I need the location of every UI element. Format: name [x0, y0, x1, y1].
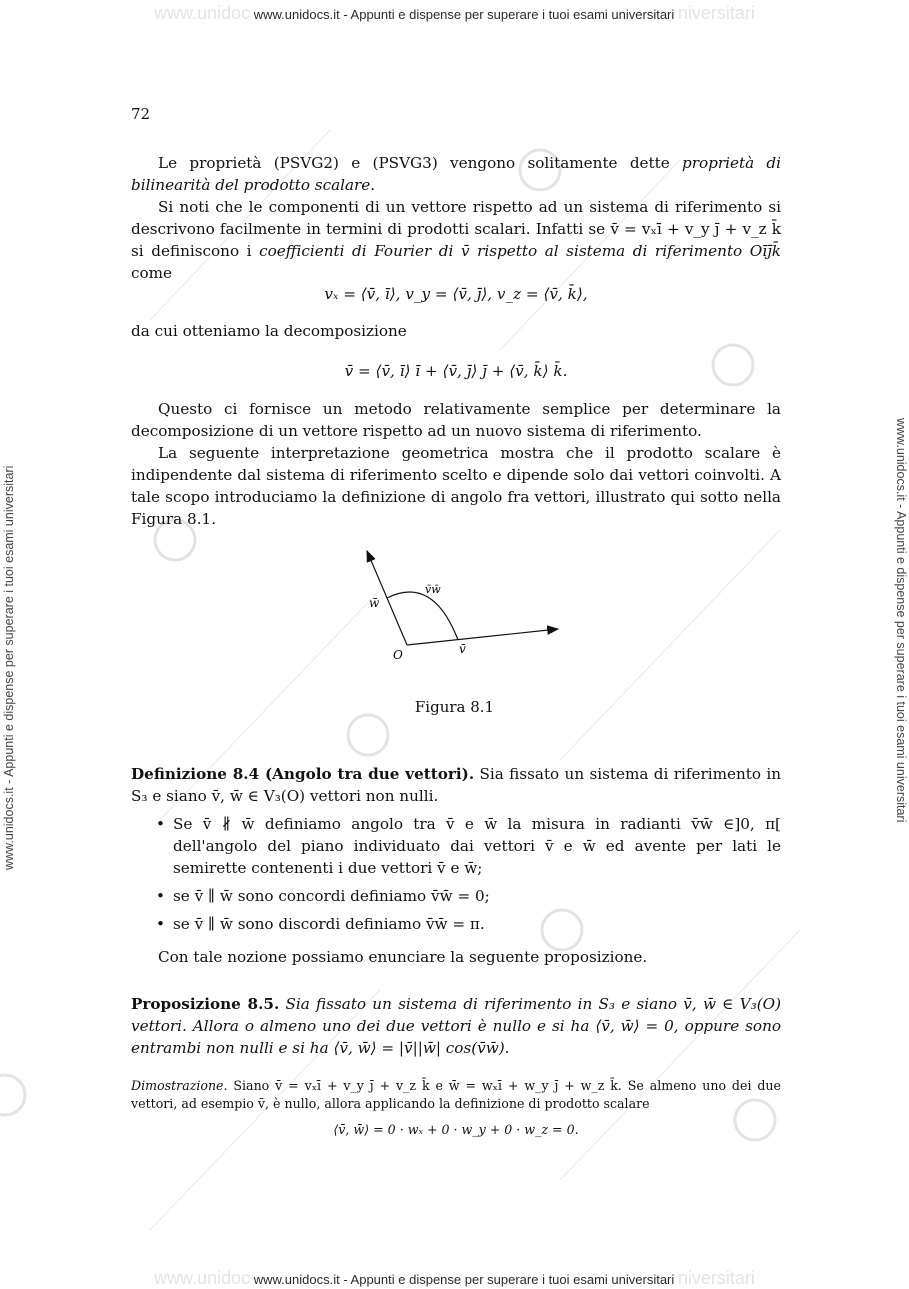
proof-heading: Dimostrazione. [131, 1078, 228, 1093]
page-number: 72 [131, 105, 151, 123]
side-banner-left: www.unidocs.it - Appunti e dispense per superare i tuoi esami universitari [2, 465, 16, 870]
p2-emphasis: coefficienti di Fourier di v̄ rispetto al sistema di riferimento Oīj̄k̄ [259, 242, 781, 260]
banner-ghost-right-bottom: niversitari [677, 1268, 755, 1288]
banner-text[interactable]: www.unidocs.it - Appunti e dispense per superare i tuoi esami universitari [253, 7, 675, 22]
list-item: • se v̄ ∥ w̄ sono concordi definiamo v̄w̄ = 0; [173, 885, 781, 907]
paragraph-nozione: Con tale nozione possiamo enunciare la seguente proposizione. [158, 948, 648, 966]
proposition-block [131, 993, 781, 1059]
figure-label-w: w̄ [369, 596, 380, 610]
definition-list [131, 813, 781, 935]
p1-text: Le proprietà (PSVG2) e (PSVG3) vengono solitamente dette [158, 154, 670, 172]
banner-text-bottom[interactable]: www.unidocs.it - Appunti e dispense per superare i tuoi esami universitari [253, 1272, 675, 1287]
paragraph-decomposition: da cui otteniamo la decomposizione [131, 322, 407, 340]
vector-v-line [407, 629, 558, 645]
p5-text: La seguente interpretazione geometrica mostra che il prodotto scalare è indipendente dal sistema di riferimento scelto e dipende solo dai vettori coinvolti. A tale scopo introduciamo la definizione di angolo fra vettori, illustrato qui sotto nella Figura 8.1. [131, 444, 781, 528]
proof-block [131, 1077, 781, 1113]
p1-emphasis: proprietà di bilinearità del prodotto scalare. [131, 154, 781, 194]
angle-figure [355, 545, 575, 670]
definition-text: Sia fissato un sistema di riferimento in S₃ e siano v̄, w̄ ∈ V₃(O) vettori non nulli. [131, 765, 781, 805]
proposition-text: Sia fissato un sistema di riferimento in S₃ e siano v̄, w̄ ∈ V₃(O) vettori. Allora o almeno uno dei due vettori è nullo e si ha ⟨v̄, w̄⟩ = 0, oppure sono entrambi non nulli e si ha ⟨v̄, w̄⟩ = |v̄||w̄| cos(v̄w̄). [131, 995, 782, 1057]
definition-block [131, 763, 781, 968]
definition-heading: Definizione 8.4 (Angolo tra due vettori). [131, 765, 475, 783]
p2-text-b: come [131, 264, 173, 282]
list-item: • Se v̄ ∦ w̄ definiamo angolo tra v̄ e w̄ la misura in radianti v̄w̄ ∈]0, π[ dell'angolo del piano individuato dai vettori v̄ e w̄ ed avente per lati le semirette contenenti i due vettori v̄ e w̄; [173, 813, 781, 879]
list-item: • se v̄ ∥ w̄ sono discordi definiamo v̄w̄ = π. [173, 913, 781, 935]
paragraph-bilinearity [131, 152, 781, 284]
banner-ghost-right: niversitari [677, 3, 755, 23]
banner-ghost-left: www.unidoc [154, 3, 251, 23]
banner-ghost-left-bottom: www.unidoc [154, 1268, 251, 1288]
side-banner-right: www.unidocs.it - Appunti e dispense per superare i tuoi esami universitari [894, 418, 908, 823]
proof-equation: ⟨v̄, w̄⟩ = 0 · wₓ + 0 · w_y + 0 · w_z = 0. [333, 1122, 579, 1137]
equation-fourier: vₓ = ⟨v̄, ī⟩, v_y = ⟨v̄, j̄⟩, v_z = ⟨v̄, k̄⟩, [324, 285, 588, 303]
figure-label-angle: v̄w̄ [425, 583, 441, 596]
top-banner [0, 3, 909, 24]
proposition-heading: Proposizione 8.5. [131, 995, 280, 1013]
angle-arc [387, 592, 458, 640]
figure-label-origin: O [393, 648, 403, 662]
figure-label-v: v̄ [459, 642, 466, 656]
p2-text-a: Si noti che le componenti di un vettore rispetto ad un sistema di riferimento si descrivono facilmente in termini di prodotti scalari. Infatti se v̄ = vₓī + v_y j̄ + v_z k̄ si definiscono i [131, 198, 781, 260]
equation-decomposition: v̄ = ⟨v̄, ī⟩ ī + ⟨v̄, j̄⟩ j̄ + ⟨v̄, k̄⟩ k̄. [344, 362, 568, 380]
figure-caption: Figura 8.1 [414, 698, 495, 716]
proof-text: Siano v̄ = vₓī + v_y j̄ + v_z k̄ e w̄ = wₓī + w_y j̄ + w_z k̄. Se almeno uno dei due vettori, ad esempio v̄, è nullo, allora applicando la definizione di prodotto scalare [131, 1078, 781, 1111]
p4-text: Questo ci fornisce un metodo relativamente semplice per determinare la decomposizione di un vettore rispetto ad un nuovo sistema di riferimento. [131, 400, 781, 440]
paragraph-method [131, 398, 781, 530]
